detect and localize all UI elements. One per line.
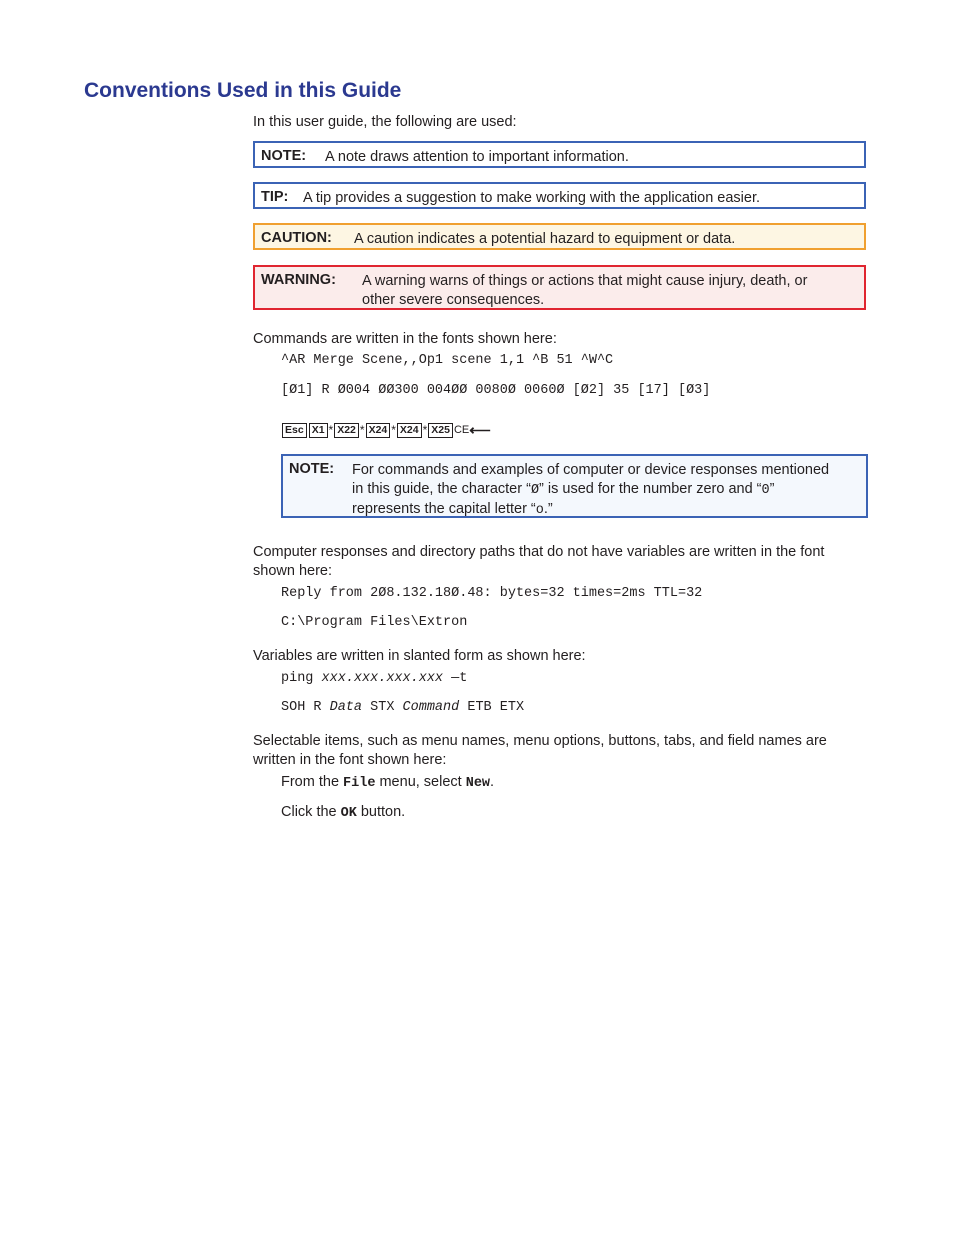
tip-label: TIP: (261, 189, 289, 205)
key-esc: Esc (282, 423, 307, 438)
ping-option: —t (443, 671, 468, 686)
zero-note-text (352, 461, 829, 520)
warning-label: WARNING: (261, 272, 336, 288)
ok-button-name: OK (340, 806, 357, 821)
button-text: button. (356, 804, 406, 820)
page-title: Conventions Used in this Guide (84, 79, 402, 102)
caution-label: CAUTION: (261, 230, 332, 246)
note-box (253, 141, 866, 168)
selectable-intro (253, 732, 827, 770)
intro-text: In this user guide, the following are used: (253, 114, 517, 130)
responses-intro-line-2: shown here: (253, 563, 332, 579)
zero-note-line-3a: represents the capital letter “ (352, 501, 536, 517)
capital-o-char: o (535, 503, 544, 518)
zero-note-line-2a: in this guide, the character “ (352, 481, 531, 497)
key-x25: X25 (428, 423, 453, 438)
period: . (490, 774, 495, 790)
zero-note-label: NOTE: (289, 461, 335, 477)
key-x22: X22 (334, 423, 359, 438)
from-the-text: From the (281, 774, 344, 790)
variables-intro: Variables are written in slanted form as shown here: (253, 648, 586, 664)
click-the-text: Click the (281, 804, 341, 820)
soh-text: SOH R (281, 700, 330, 715)
key-x24: X24 (366, 423, 391, 438)
caution-box (253, 223, 866, 250)
response-example-1: Reply from 2Ø8.132.18Ø.48: bytes=32 times=2ms TTL=32 (281, 586, 703, 601)
o-char: 0 (761, 483, 770, 498)
warning-line-1: A warning warns of things or actions that might cause injury, death, or (362, 273, 808, 289)
variable-example-1 (281, 671, 467, 686)
warning-line-2: other severe consequences. (362, 292, 545, 308)
etb-etx-text: ETB ETX (459, 700, 525, 715)
variable-example-2 (281, 700, 524, 715)
zero-note-line-2b: ” is used for the number zero and “ (539, 481, 762, 497)
zero-char: Ø (530, 483, 540, 498)
response-example-2: C:\Program Files\Extron (281, 615, 468, 630)
separator: * (328, 423, 334, 437)
command-example-1: ^AR Merge Scene,,Op1 scene 1,1 ^B 51 ^W^C (281, 353, 614, 368)
note-label: NOTE: (261, 148, 307, 164)
ip-variable: xxx.xxx.xxx.xxx (321, 671, 444, 686)
key-x24: X24 (397, 423, 422, 438)
caution-text: A caution indicates a potential hazard to equipment or data. (354, 231, 736, 247)
selectable-example-1 (281, 773, 494, 793)
tip-text: A tip provides a suggestion to make working with the application easier. (303, 190, 761, 206)
selectable-example-2 (281, 803, 405, 823)
separator: * (391, 423, 396, 437)
ce-label: CE (453, 424, 470, 436)
separator: * (422, 423, 428, 437)
key-x1: X1 (309, 423, 328, 438)
stx-text: STX (362, 700, 403, 715)
zero-note-line-1: For commands and examples of computer or device responses mentioned (352, 462, 830, 478)
command-example-2: [Ø1] R Ø004 ØØ300 004ØØ 0080Ø 0060Ø [Ø2] 35 [17] [Ø3] (281, 383, 711, 398)
commands-intro: Commands are written in the fonts shown here: (253, 331, 557, 347)
zero-note-box (281, 454, 868, 518)
separator: * (359, 423, 365, 437)
menu-select-text: menu, select (375, 774, 466, 790)
new-option-name: New (465, 776, 491, 791)
zero-note-line-3b: .” (543, 501, 553, 517)
command-variable: Command (402, 700, 460, 715)
responses-intro (253, 543, 824, 581)
ping-command: ping (281, 671, 322, 686)
key-sequence (281, 421, 491, 439)
data-variable: Data (329, 700, 363, 715)
left-arrow-icon: ⟵ (469, 422, 491, 439)
file-menu-name: File (343, 776, 376, 791)
responses-intro-line-1: Computer responses and directory paths that do not have variables are written in the font (253, 544, 825, 560)
warning-text (362, 272, 807, 310)
selectable-intro-line-1: Selectable items, such as menu names, menu options, buttons, tabs, and field names are (253, 733, 827, 749)
tip-box (253, 182, 866, 209)
note-text: A note draws attention to important information. (325, 149, 629, 165)
warning-box (253, 265, 866, 310)
selectable-intro-line-2: written in the font shown here: (253, 752, 447, 768)
zero-note-line-2c: ” (769, 481, 775, 497)
